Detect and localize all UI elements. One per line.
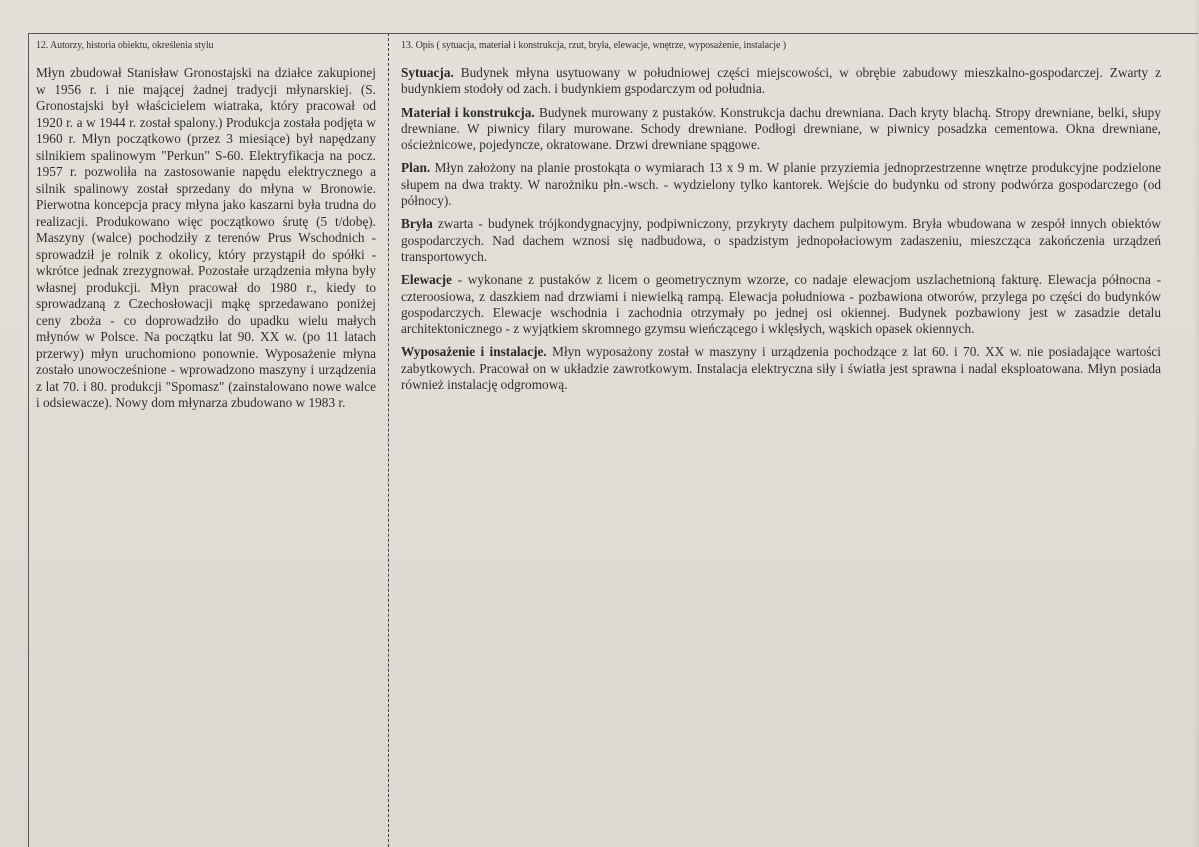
description-heading: 13. Opis ( sytuacja, materiał i konstrukcja, rzut, bryła, elewacje, wnętrze, wyposażenie, instalacje ) bbox=[401, 40, 786, 51]
paragraph-equipment-installations bbox=[401, 344, 1161, 393]
paragraph-plan bbox=[401, 160, 1161, 209]
paragraph-text: Budynek młyna usytuowany w południowej części miejscowości, w obrębie zabudowy mieszkalno-gospodarczej. Zwarty z budynkiem stodoły od zach. i budynkiem gspodarczym od południa. bbox=[401, 65, 1161, 97]
description-column bbox=[401, 40, 1161, 400]
paragraph-label: Plan. bbox=[401, 160, 431, 176]
frame-left-border bbox=[28, 33, 29, 847]
paragraph-text: Młyn wyposażony został w maszyny i urządzenia pochodzące z lat 60. i 70. XX w. nie posiadające wartości zabytkowych. Pracował on w układzie zawrotkowym. Instalacja elektryczna siły i światła jest sprawna i nadal eksploatowana. Młyn posiada również instalację odgromową. bbox=[401, 344, 1162, 393]
paragraph-elevations bbox=[401, 272, 1161, 337]
paragraph-text: Budynek murowany z pustaków. Konstrukcja dachu drewniana. Dach kryty blachą. Stropy drewniane, belki, słupy drewniane. W piwnicy filary murowane. Schody drewniane. Podłogi drewniane, w piwnicy posadzka cementowa. Okna drewniane, ościeżnicowe, pojedyncze, okratowane. Drzwi drewniane spągowe. bbox=[401, 104, 1161, 153]
history-column bbox=[36, 40, 376, 412]
paragraph-material-construction bbox=[401, 105, 1161, 154]
history-heading: 12. Autorzy, historia obiektu, określenia stylu bbox=[36, 40, 214, 51]
paragraph-label: Sytuacja. bbox=[401, 65, 454, 80]
paragraph-label: Bryła bbox=[401, 216, 433, 232]
page-edge-shadow bbox=[1193, 0, 1199, 847]
frame-top-border bbox=[28, 33, 1198, 34]
paragraph-text: Młyn założony na planie prostokąta o wymiarach 13 x 9 m. W planie przyziemia jednoprzestrzenne wnętrze produkcyjne podzielone słupem na dwa trakty. W narożniku płn.-wsch. - wydzielony tylko kantorek. Wejście do budynku od strony podwórza gospodarczego (od północy). bbox=[401, 160, 1161, 209]
paragraph-label: Wyposażenie i instalacje. bbox=[401, 344, 547, 360]
paragraph-label: Materiał i konstrukcja. bbox=[401, 104, 535, 120]
column-divider bbox=[388, 33, 389, 847]
paragraph-label: Elewacje bbox=[401, 272, 452, 288]
paragraph-text: - wykonane z pustaków z licem o geometrycznym wzorze, co nadaje elewacjom uszlachetnioną fakturę. Elewacja północna - czteroosiowa, z daszkiem nad drzwiami i niewielką rampą. Elewacja południowa - pozbawiona otworów, przylega po części do budynków gospodarczych. Elewacje wschodnia i zachodnia otrzymały po jednej osi okiennej. Budynek pozbawiony jest w zasadzie detalu architektonicznego - z wyjątkiem skromnego gzymsu wieńczącego i wklęsłych, wąskich opasek okiennych. bbox=[401, 272, 1161, 337]
paragraph-massing bbox=[401, 216, 1161, 265]
history-text: Młyn zbudował Stanisław Gronostajski na działce zakupionej w 1956 r. i nie mającej żadnej tradycji młynarskiej. (S. Gronostajski był właścicielem wiatraka, który pracował od 1920 r. a w 1944 r. został spalony.) Produkcja została podjęta w 1960 r. Młyn początkowo (przez 3 miesiące) był napędzany silnikiem spalinowym "Perkun" S-60. Elektryfikacja na pocz. 1957 r. pozwoliła na zastosowanie napędu elektrycznego a silnik spalinowy został sprzedany do młyna w Bronowie. Pierwotna koncepcja pracy młyna jako kaszarni była trudna do realizacji. Produkowano więc początkowo śrutę (5 t/dobę). Maszyny (walce) pochodziły z terenów Prus Wschodnich - sprowadził je rolnik z okolicy, który przystąpił do spółki - wkrótce jednak zrezygnował. Pozostałe urządzenia młyna były własnej produkcji. Młyn pracował do 1980 r., kiedy to sprowadzaną z Czechosłowacji mąkę sprzedawano poniżej ceny zboża - co doprowadziło do upadku wielu małych młynów w Polsce. Na początku lat 90. XX w. (po 11 latach przerwy) młyn uruchomiono ponownie. Wyposażenie młyna zostało unowocześnione - wprowadzono maszyny i urządzenia z lat 70. i 80. produkcji "Spomasz" (zainstalowano nowe walce i odsiewacze). Nowy dom młynarza zbudowano w 1983 r. bbox=[36, 65, 376, 410]
paragraph-text: zwarta - budynek trójkondygnacyjny, podpiwniczony, przykryty dachem pulpitowym. Bryła wbudowana w zespół innych obiektów gospodarczych. Nad dachem wznosi się nadbudowa, o spadzistym jednopołaciowym zadaszeniu, mieszcząca zakończenia urządzeń transportowych. bbox=[401, 216, 1161, 264]
paragraph-situation bbox=[401, 65, 1161, 98]
